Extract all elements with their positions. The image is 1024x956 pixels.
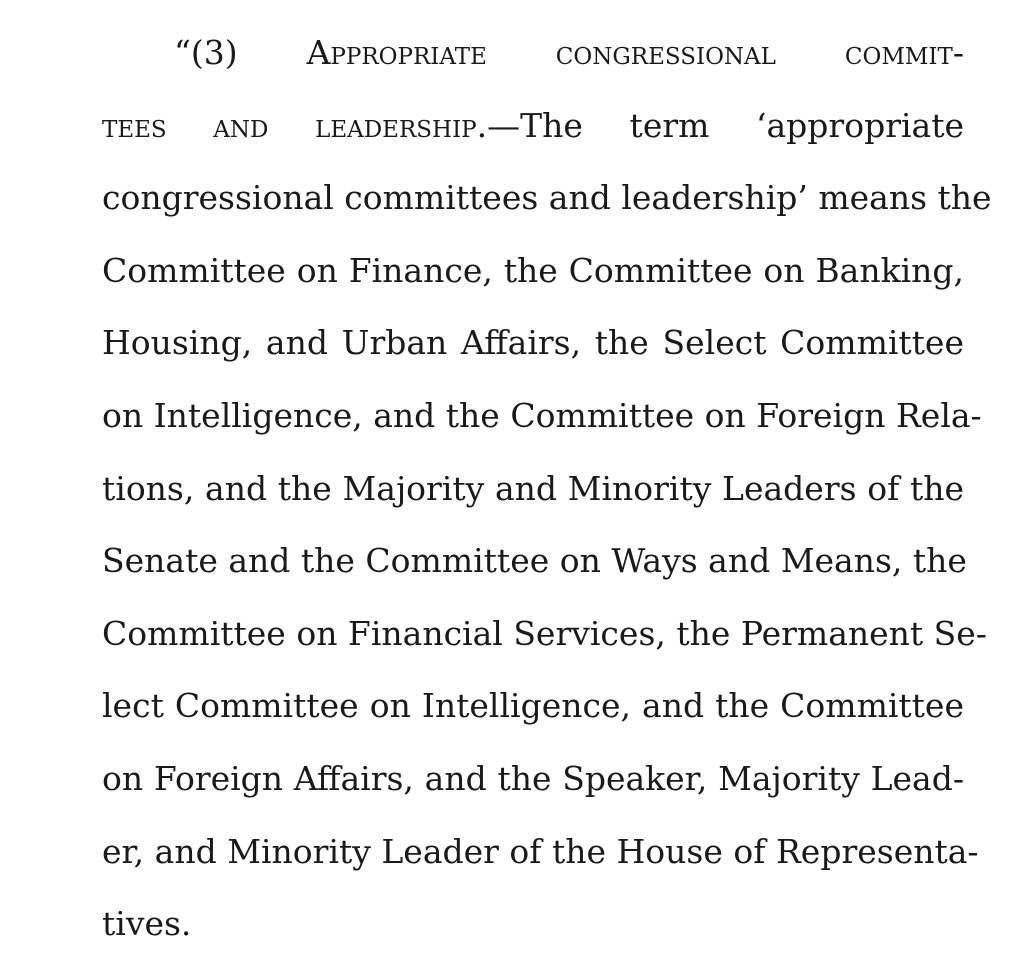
body-line: Committee on Financial Services, the Permanent Se- [102, 614, 987, 653]
body-line: lect Committee on Intelligence, and the Committee [102, 686, 964, 725]
section-heading-continued-line [102, 101, 964, 151]
body-line: on Foreign Affairs, and the Speaker, Majority Lead- [102, 759, 964, 798]
section-heading-part2: tees and leadership. [102, 106, 488, 145]
body-line: Housing, and Urban Affairs, the Select Committee [102, 323, 964, 362]
section-body-start: —The term ‘appropriate [487, 106, 964, 145]
section-heading-line [174, 28, 964, 78]
body-line: Committee on Finance, the Committee on Banking, [102, 251, 964, 290]
body-line: tions, and the Majority and Minority Leaders of the [102, 469, 964, 508]
body-line: er, and Minority Leader of the House of Representa- [102, 832, 979, 871]
body-line: Senate and the Committee on Ways and Means, the [102, 541, 967, 580]
body-line: congressional committees and leadership’ means the [102, 178, 992, 217]
body-line: on Intelligence, and the Committee on Foreign Rela- [102, 396, 982, 435]
body-line-last: tives. [102, 904, 192, 943]
section-heading-part1: Appropriate congressional commit- [306, 33, 964, 72]
section-number: “(3) [174, 33, 238, 72]
